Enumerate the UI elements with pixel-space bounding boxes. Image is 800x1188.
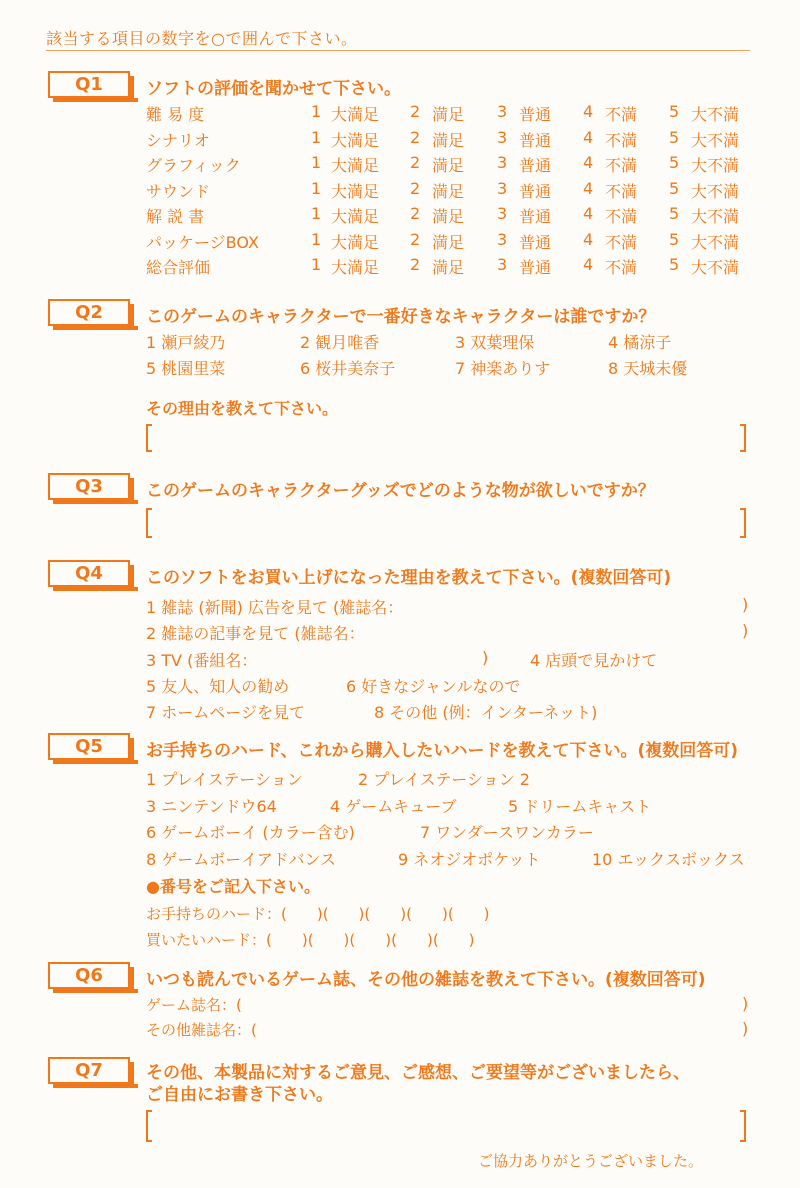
q2-label: Q2	[48, 299, 130, 326]
header-divider	[46, 50, 750, 51]
rating-option-number[interactable]: 1	[311, 204, 322, 223]
rating-option-label[interactable]: 大満足	[331, 232, 380, 252]
rating-option-number[interactable]: 1	[311, 102, 322, 121]
rating-option-number[interactable]: 2	[410, 102, 421, 121]
hardware-option[interactable]: 2 プレイステーション 2	[358, 770, 530, 789]
purchase-reason-option[interactable]: 2 雑誌の記事を見て (雑誌名：	[146, 624, 365, 643]
rating-option-label[interactable]: 大満足	[331, 156, 380, 175]
rating-option-label[interactable]: 大不満	[691, 105, 740, 124]
rating-option-number[interactable]: 2	[410, 127, 421, 147]
rating-option-label[interactable]: 不満	[605, 232, 638, 252]
rating-option-label[interactable]: 大満足	[331, 258, 380, 277]
thanks-text: ご協力ありがとうございました。	[478, 1152, 704, 1170]
q2-reason-prompt: その理由を教えて下さい。	[146, 399, 339, 418]
purchase-reason-option[interactable]: 4 店頭で見かけて	[530, 651, 658, 670]
q2-answer-bracket-right	[740, 424, 746, 452]
character-option[interactable]: 1 瀬戸綾乃	[146, 333, 226, 352]
other-magazine-field[interactable]: その他雑誌名：(	[146, 1021, 257, 1039]
rating-option-label[interactable]: 不満	[605, 207, 638, 226]
rating-option-label[interactable]: 大不満	[691, 232, 740, 252]
hardware-option[interactable]: 8 ゲームボーイアドバンス	[146, 850, 336, 869]
closing-paren: )	[742, 621, 749, 640]
rating-option-label[interactable]: 満足	[432, 207, 465, 226]
rating-row-label: パッケージBOX	[146, 232, 259, 252]
rating-option-label[interactable]: 満足	[432, 130, 465, 150]
q7-title-line2: ご自由にお書き下さい。	[146, 1085, 333, 1105]
q6-title: いつも読んでいるゲーム誌、その他の雑誌を教えて下さい。(複数回答可)	[146, 970, 706, 990]
rating-option-label[interactable]: 不満	[605, 181, 638, 201]
closing-paren: )	[742, 994, 749, 1013]
rating-row-label: シナリオ	[146, 130, 210, 150]
rating-option-label[interactable]: 普通	[519, 232, 552, 252]
q5-instruction: ●番号をご記入下さい。	[146, 877, 320, 896]
rating-option-number[interactable]: 3	[497, 102, 508, 121]
purchase-reason-option[interactable]: 5 友人、知人の勧め	[146, 677, 290, 696]
rating-option-label[interactable]: 大不満	[691, 130, 740, 150]
rating-option-number[interactable]: 4	[583, 153, 594, 172]
rating-option-number[interactable]: 5	[669, 153, 680, 172]
owned-hardware-field[interactable]: お手持ちのハード：( )( )( )( )( )	[146, 905, 490, 923]
rating-row-label: 解 説 書	[146, 207, 205, 226]
purchase-reason-option[interactable]: 1 雑誌 (新聞) 広告を見て (雑誌名：	[146, 598, 404, 617]
rating-option-label[interactable]: 不満	[605, 105, 638, 124]
q2-title: このゲームのキャラクターで一番好きなキャラクターは誰ですか？	[146, 307, 656, 327]
game-magazine-field[interactable]: ゲーム誌名：(	[146, 996, 242, 1014]
rating-option-number[interactable]: 5	[669, 178, 680, 198]
rating-option-label[interactable]: 大不満	[691, 258, 740, 277]
rating-option-label[interactable]: 普通	[519, 181, 552, 201]
rating-option-number[interactable]: 2	[410, 153, 421, 172]
rating-option-label[interactable]: 大不満	[691, 181, 740, 201]
hardware-option[interactable]: 1 プレイステーション	[146, 770, 303, 789]
character-option[interactable]: 5 桃園里菜	[146, 359, 226, 378]
q5-label: Q5	[48, 733, 130, 760]
rating-option-number[interactable]: 5	[669, 204, 680, 223]
character-option[interactable]: 3 双葉理保	[455, 333, 535, 352]
rating-option-label[interactable]: 大満足	[331, 207, 380, 226]
q1-label: Q1	[48, 71, 130, 98]
q5-title: お手持ちのハード、これから購入したいハードを教えて下さい。(複数回答可)	[146, 741, 739, 761]
hardware-option[interactable]: 5 ドリームキャスト	[508, 797, 652, 816]
rating-option-label[interactable]: 大不満	[691, 207, 740, 226]
q7-answer-bracket-right	[740, 1110, 746, 1142]
rating-option-number[interactable]: 3	[497, 255, 508, 274]
rating-option-label[interactable]: 満足	[432, 105, 465, 124]
rating-option-number[interactable]: 3	[497, 153, 508, 172]
q3-answer-bracket-right	[740, 508, 746, 538]
q4-label: Q4	[48, 560, 130, 587]
rating-option-number[interactable]: 1	[311, 127, 322, 147]
rating-option-label[interactable]: 大不満	[691, 156, 740, 175]
rating-option-number[interactable]: 1	[311, 178, 322, 198]
rating-option-number[interactable]: 4	[583, 102, 594, 121]
rating-option-number[interactable]: 1	[311, 229, 322, 249]
rating-option-number[interactable]: 5	[669, 102, 680, 121]
q7-label: Q7	[48, 1057, 130, 1084]
rating-option-label[interactable]: 普通	[519, 207, 552, 226]
q6-label: Q6	[48, 962, 130, 989]
rating-option-label[interactable]: 大満足	[331, 130, 380, 150]
rating-option-label[interactable]: 大満足	[331, 181, 380, 201]
instructions-text: 該当する項目の数字を○で囲んで下さい。	[46, 29, 358, 48]
character-option[interactable]: 4 橘涼子	[608, 333, 672, 352]
hardware-option[interactable]: 9 ネオジオポケット	[398, 850, 541, 869]
rating-option-number[interactable]: 3	[497, 229, 508, 249]
rating-option-number[interactable]: 3	[497, 178, 508, 198]
rating-option-label[interactable]: 普通	[519, 130, 552, 150]
rating-option-label[interactable]: 大満足	[331, 105, 380, 124]
hardware-option[interactable]: 10 エックスボックス	[592, 850, 745, 869]
rating-option-number[interactable]: 4	[583, 204, 594, 223]
rating-option-number[interactable]: 3	[497, 204, 508, 223]
rating-option-label[interactable]: 不満	[605, 156, 638, 175]
q7-answer-bracket-left	[146, 1110, 152, 1142]
rating-option-label[interactable]: 普通	[519, 156, 552, 175]
q3-title: このゲームのキャラクターグッズでどのような物が欲しいですか？	[146, 481, 655, 501]
rating-option-number[interactable]: 3	[497, 127, 508, 147]
rating-option-label[interactable]: 不満	[605, 130, 638, 150]
character-option[interactable]: 7 神楽ありす	[455, 359, 551, 378]
character-option[interactable]: 8 天城未優	[608, 359, 688, 378]
q2-answer-bracket-left	[146, 424, 152, 452]
rating-option-number[interactable]: 1	[311, 255, 322, 274]
q1-title: ソフトの評価を聞かせて下さい。	[146, 79, 401, 99]
character-option[interactable]: 6 桜井美奈子	[300, 359, 396, 378]
rating-option-number[interactable]: 4	[583, 178, 594, 198]
rating-option-number[interactable]: 2	[410, 204, 421, 223]
rating-option-label[interactable]: 満足	[432, 181, 465, 201]
closing-paren: )	[742, 595, 749, 614]
q7-title-line1: その他、本製品に対するご意見、ご感想、ご要望等がございましたら、	[146, 1063, 690, 1083]
purchase-reason-option[interactable]: 6 好きなジャンルなので	[346, 677, 521, 696]
closing-paren: )	[742, 1019, 749, 1038]
rating-option-label[interactable]: 不満	[605, 258, 638, 277]
rating-option-number[interactable]: 4	[583, 255, 594, 274]
rating-option-label[interactable]: 満足	[432, 232, 465, 252]
hardware-option[interactable]: 6 ゲームボーイ (カラー含む)	[146, 823, 355, 842]
closing-paren: )	[482, 648, 489, 667]
hardware-option[interactable]: 7 ワンダースワンカラー	[420, 823, 594, 842]
rating-option-number[interactable]: 1	[311, 153, 322, 172]
rating-option-number[interactable]: 5	[669, 229, 680, 249]
rating-option-label[interactable]: 満足	[432, 156, 465, 175]
rating-option-number[interactable]: 2	[410, 229, 421, 249]
q4-title: このソフトをお買い上げになった理由を教えて下さい。(複数回答可)	[146, 568, 672, 588]
rating-row-label: グラフィック	[146, 156, 241, 175]
rating-option-number[interactable]: 2	[410, 255, 421, 274]
rating-row-label: サウンド	[146, 181, 211, 201]
hardware-option[interactable]: 4 ゲームキューブ	[330, 797, 457, 816]
purchase-reason-option[interactable]: 3 TV (番組名：	[146, 651, 258, 670]
rating-option-number[interactable]: 4	[583, 127, 594, 147]
wanted-hardware-field[interactable]: 買いたいハード：( )( )( )( )( )	[146, 931, 475, 949]
character-option[interactable]: 2 観月唯香	[300, 333, 380, 352]
purchase-reason-option[interactable]: 8 その他 (例：インターネット)	[374, 703, 598, 722]
rating-option-number[interactable]: 5	[669, 255, 680, 274]
rating-option-number[interactable]: 2	[410, 178, 421, 198]
rating-option-label[interactable]: 普通	[519, 258, 552, 277]
rating-option-label[interactable]: 満足	[432, 258, 465, 277]
rating-option-number[interactable]: 4	[583, 229, 594, 249]
q3-label: Q3	[48, 473, 130, 500]
rating-row-label: 難 易 度	[146, 105, 205, 124]
purchase-reason-option[interactable]: 7 ホームページを見て	[146, 703, 305, 722]
hardware-option[interactable]: 3 ニンテンドウ64	[146, 797, 277, 816]
rating-option-label[interactable]: 普通	[519, 105, 552, 124]
rating-row-label: 総合評価	[146, 258, 211, 277]
q3-answer-bracket-left	[146, 508, 152, 538]
rating-option-number[interactable]: 5	[669, 127, 680, 147]
